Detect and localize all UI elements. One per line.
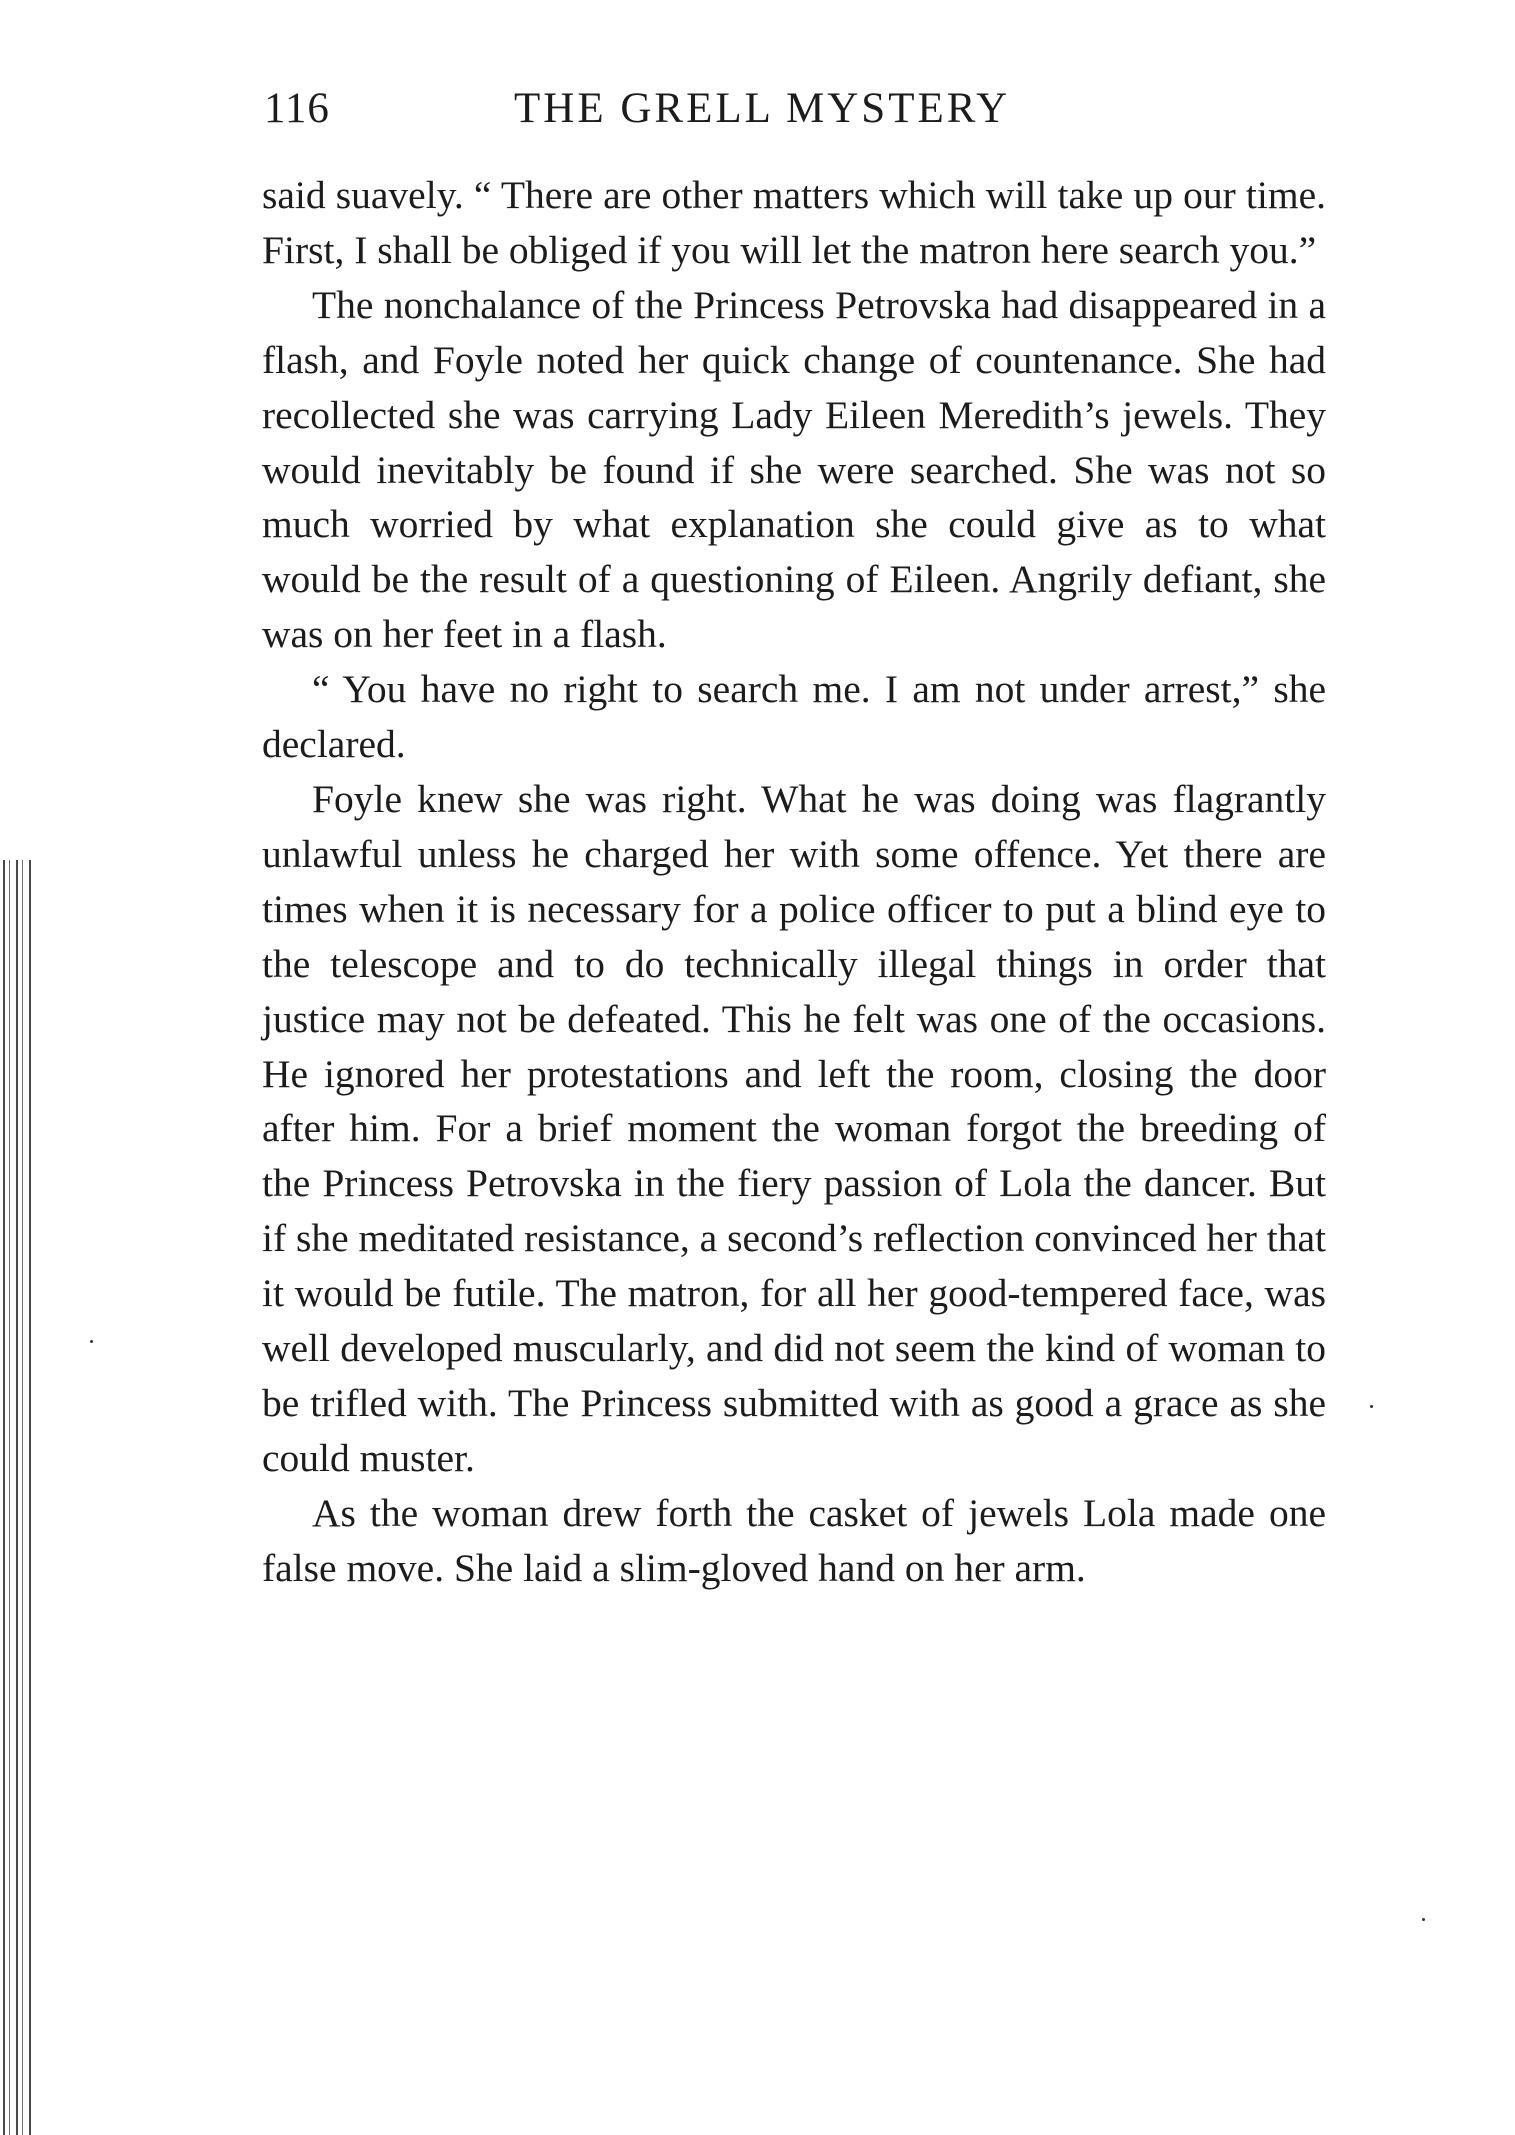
page-number: 116 [264, 85, 330, 132]
paper-speck [1422, 1918, 1425, 1921]
paper-speck [90, 1340, 93, 1343]
paragraph: Foyle knew she was right. What he was doing was flagrantly unlawful unless he charged her with some offence. Yet there are times when it is necessary for a police officer to put a blind eye to the telescope and to do technically illegal things in order that justice may not be defeated. This he felt was one of the occasions. He ignored her protestations and left the room, closing the door after him. For a brief moment the woman forgot the breeding of the Princess Petrovska in the fiery passion of Lola the dancer. But if she meditated resistance, a second’s reflection convinced her that it would be futile. The matron, for all her good-tempered face, was well developed muscularly, and did not seem the kind of woman to be trifled with. The Princess submitted with as good a grace as she could muster. [262, 776, 1326, 1480]
paper-speck [1370, 1405, 1373, 1408]
paragraph: As the woman drew forth the casket of jewels Lola made one false move. She laid a slim-gloved hand on her arm. [262, 1490, 1326, 1590]
paragraph: “ You have no right to search me. I am not under arrest,” she declared. [262, 667, 1326, 767]
running-title: THE GRELL MYSTERY [514, 85, 1011, 132]
paragraph: said suavely. “ There are other matters which will take up our time. First, I shall be obliged if you will let the matron here search you.” [262, 173, 1326, 272]
body-text [262, 168, 1326, 1596]
paragraph: The nonchalance of the Princess Petrovska had disappeared in a flash, and Foyle noted her quick change of countenance. She had recollected she was carrying Lady Eileen Meredith’s jewels. They would inevitably be found if she were searched. She was not so much worried by what explanation she could give as to what would be the result of a questioning of Eileen. Angrily defiant, she was on her feet in a flash. [262, 282, 1326, 657]
page-gutter-shadow [0, 860, 34, 2135]
running-header [264, 84, 1324, 144]
